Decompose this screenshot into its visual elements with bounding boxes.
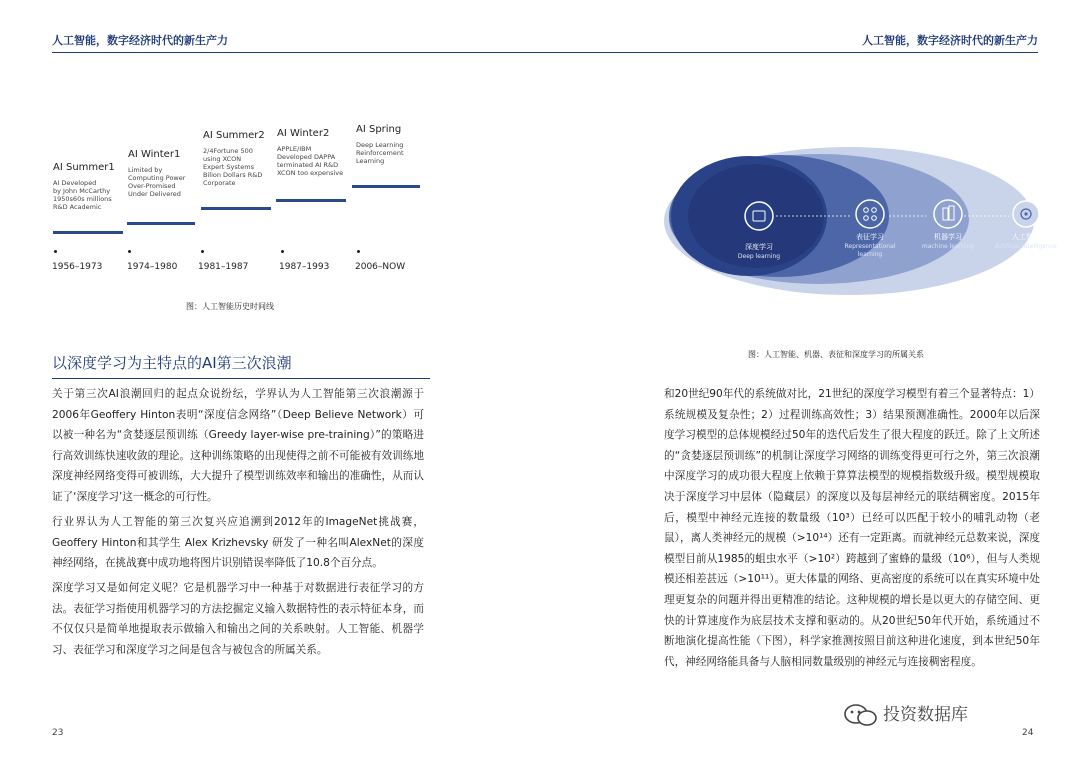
era-desc	[128, 166, 185, 198]
era-desc	[53, 179, 115, 211]
body-paragraph: 和20世纪90年代的系统做对比，21世纪的深度学习模型有着三个显著特点：1）系统规模及复杂性；2）过程训练高效性；3）结果预测准确性。2000年以后深度学习模型的总体规模经过50年的迭代后发生了很大程度的跃迁。除了上文所述的“贪婪逐层预训练”的机制让深度学习网络的训练变得更可行之外，第三次浪潮中深度学习的成功很大程度上依赖于算算法模型的规模指数级升级。模型规模取决于深度学习中层体（隐藏层）的深度以及每层神经元的联结稠密度。2015年后，模型中神经元连接的数量级（10³）已经可以匹配于较小的哺乳动物（老鼠），离人类神经元的规模（>10¹⁴）还有一定距离。而就神经元总数来说，深度模型目前从1985的蛆虫水平（>10²）跨越到了蜜蜂的量级（10⁶），但与人类规模还相差甚远（>10¹¹）。更大体量的网络、更高密度的系统可以在真实环境中处理更复杂的问题并得出更精准的结论。这种规模的增长是以更大的存储空间、更快的计算速度作为底层技术支撑和驱动的。从20世纪50年代开始，系统通过不断地演化提高性能（下图），科学家推测按照目前这种进化速度，到本世纪50年代，神经网络能具备与人脑相同数量级别的神经元与连接稠密程度。	[664, 388, 1040, 668]
ai-relationship-diagram	[664, 146, 1064, 296]
node-label: 深度学习	[745, 243, 773, 251]
section-title: 以深度学习为主特点的AI第三次浪潮	[52, 354, 292, 372]
left-header-rule	[52, 52, 540, 53]
era-desc	[203, 147, 265, 187]
node-circle	[856, 200, 884, 228]
right-header-rule	[540, 52, 1038, 53]
era-desc-line: 1950s60s millions	[53, 195, 112, 203]
era-desc-line: Deep Learning	[356, 141, 404, 149]
era-desc-line: by John McCarthy	[53, 187, 111, 195]
diagram-caption: 图：人工智能、机器、表征和深度学习的所属关系	[748, 350, 924, 359]
timeline-caption: 图：人工智能历史时间线	[186, 302, 274, 311]
timeline-year: 1974–1980	[127, 262, 178, 272]
era-title: AI Summer2	[203, 130, 265, 141]
era-desc	[277, 145, 343, 177]
left-header-title: 人工智能，数字经济时代的新生产力	[52, 34, 228, 47]
timeline-year: 1981–1987	[198, 262, 249, 272]
timeline-dot	[201, 250, 204, 253]
body-paragraph: 行业界认为人工智能的第三次复兴应追溯到2012年的ImageNet挑战赛，Geoffery Hinton和其学生 Alex Krizhevsky 研发了一种名叫AlexNet的深度神经网络，在挑战赛中成功地将图片识别错误率降低了10.8个百分点。	[52, 516, 424, 570]
era-bar	[127, 222, 195, 225]
era-desc-line: Corporate	[203, 179, 236, 187]
timeline-dot	[357, 250, 360, 253]
node-label-en: Deep learning	[737, 253, 781, 260]
node-label-en: Representational	[844, 243, 896, 250]
era-ai-winter2	[277, 128, 343, 177]
timeline-dot	[128, 250, 131, 253]
node-label-en: learning	[857, 251, 883, 258]
timeline-year: 1987–1993	[279, 262, 330, 272]
era-desc-line: using XCON	[203, 155, 242, 163]
era-title: AI Summer1	[53, 162, 115, 173]
era-desc-line: XCON too expensive	[277, 169, 344, 177]
era-title: AI Winter1	[128, 149, 181, 160]
era-desc-line: terminated AI R&D	[277, 161, 339, 169]
node-label: 表征学习	[856, 233, 884, 241]
era-desc-line: R&D Academic	[53, 203, 102, 211]
body-paragraph: 关于第三次AI浪潮回归的起点众说纷纭，学界认为人工智能第三次浪潮源于2006年Geoffery Hinton表明“深度信念网络”（Deep Believe Network）可以被一种名为“贪婪逐层预训练（Greedy layer-wise pre-training）”的策略进行高效训练快速收敛的理论。这种训练策略的出现使得之前不可能被有效训练地深度神经网络变得可被训练，大大提升了模型训练效率和输出的准确性，从而认证了‘深度学习’这一概念的可行性。	[52, 388, 424, 503]
era-desc-line: Limited by	[128, 166, 163, 174]
era-ai-summer2	[203, 130, 265, 187]
era-desc-line: Bilion Dollars R&D	[203, 171, 263, 179]
era-desc-line: Developed DAPPA	[277, 153, 336, 161]
era-desc-line: Under Delivered	[128, 190, 181, 198]
era-desc-line: Computing Power	[128, 174, 186, 182]
page-number: 24	[1022, 728, 1034, 738]
node-label: 机器学习	[934, 233, 962, 241]
era-ai-summer1	[53, 162, 115, 211]
era-ai-spring	[356, 124, 404, 165]
era-desc-line: Expert Systems	[203, 163, 254, 171]
era-desc-line: Learning	[356, 157, 385, 165]
timeline-dot	[281, 250, 284, 253]
era-desc-line: APPLE/IBM	[277, 145, 312, 153]
era-desc-line: AI Developed	[53, 179, 97, 187]
node-label: 人工智能	[1012, 233, 1040, 241]
era-bar	[352, 185, 420, 188]
page-number: 23	[52, 728, 64, 738]
right-header-title: 人工智能，数字经济时代的新生产力	[862, 34, 1038, 47]
era-ai-winter1	[128, 149, 185, 198]
node-label-en: machine learning	[921, 243, 975, 250]
section-rule	[52, 378, 430, 379]
body-paragraph: 深度学习又是如何定义呢？它是机器学习中一种基于对数据进行表征学习的方法。表征学习指使用机器学习的方法挖掘定义输入数据特性的表示特征本身，而不仅仅只是简单地提取表示做输入和输出之间的关系映射。人工智能、机器学习、表征学习和深度学习之间是包含与被包含的所属关系。	[52, 582, 424, 656]
timeline-year: 1956–1973	[52, 262, 103, 272]
watermark	[843, 700, 968, 727]
era-title: AI Spring	[356, 124, 402, 135]
node-label-en: Artificial intelligence	[995, 243, 1057, 250]
wechat-icon	[843, 703, 879, 727]
era-desc-line: Over-Promised	[128, 182, 176, 190]
era-title: AI Winter2	[277, 128, 330, 139]
node-circle	[745, 202, 773, 230]
era-desc-line: Reinforcement	[356, 149, 404, 157]
era-desc	[356, 141, 404, 165]
timeline-year: 2006–NOW	[355, 262, 406, 272]
right-page	[540, 0, 1080, 764]
era-bar	[53, 231, 123, 234]
watermark-text: 投资数据库	[883, 705, 968, 725]
timeline-dot	[54, 250, 57, 253]
era-bar	[201, 207, 271, 210]
era-desc-line: 2/4Fortune 500	[203, 147, 253, 155]
era-bar	[276, 199, 346, 202]
